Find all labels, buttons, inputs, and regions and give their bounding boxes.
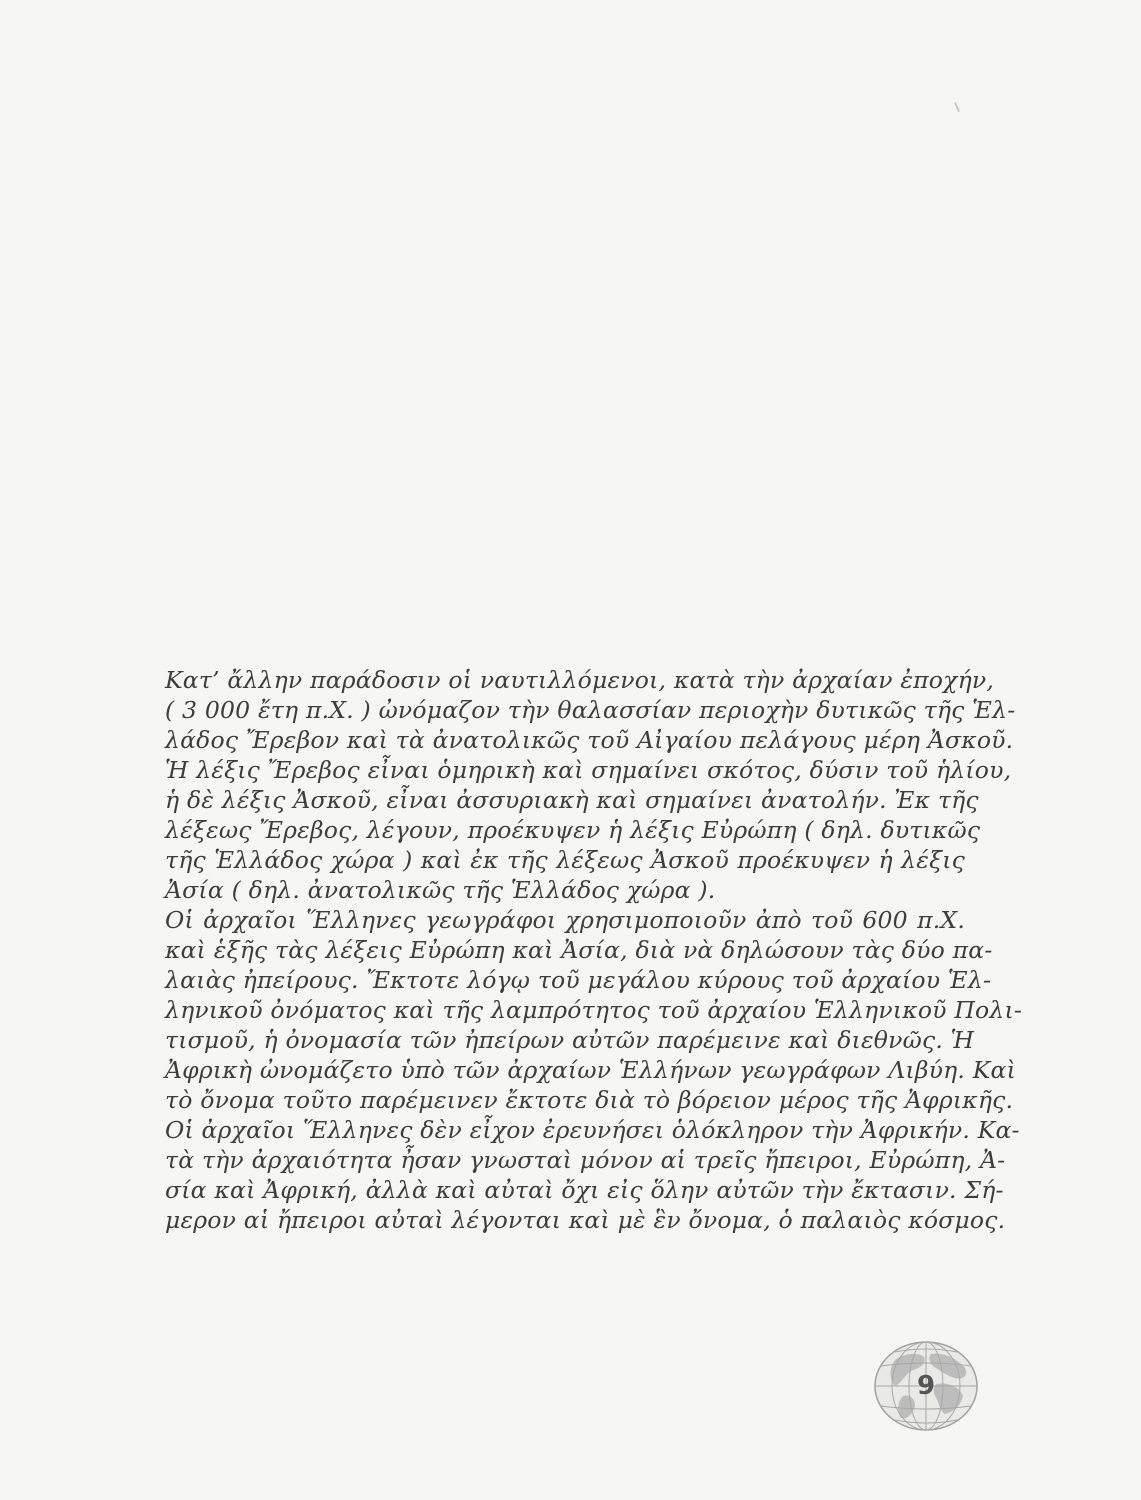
body-line: Ἀφρικὴ ὠνομάζετο ὑπὸ τῶν ἀρχαίων Ἑλλήνων γεωγράφων Λιβύη. Καὶ bbox=[165, 1056, 1016, 1084]
body-line: Ἡ λέξις Ἔρεβος εἶναι ὁμηρικὴ καὶ σημαίνει σκότος, δύσιν τοῦ ἡλίου, bbox=[165, 756, 1012, 784]
body-line: καὶ ἑξῆς τὰς λέξεις Εὐρώπη καὶ Ἀσία, διὰ νὰ δηλώσουν τὰς δύο πα- bbox=[165, 936, 993, 964]
body-line: ἡ δὲ λέξις Ἀσκοῦ, εἶναι ἀσσυριακὴ καὶ σημαίνει ἀνατολήν. Ἐκ τῆς bbox=[165, 786, 979, 814]
body-line: ληνικοῦ ὀνόματος καὶ τῆς λαμπρότητος τοῦ ἀρχαίου Ἑλληνικοῦ Πολι- bbox=[165, 996, 1023, 1024]
body-line: Κατ’ ἄλλην παράδοσιν οἱ ναυτιλλόμενοι, κατὰ τὴν ἀρχαίαν ἐποχήν, bbox=[165, 666, 995, 694]
body-line: τὸ ὄνομα τοῦτο παρέμεινεν ἔκτοτε διὰ τὸ βόρειον μέρος τῆς Ἀφρικῆς. bbox=[165, 1086, 1014, 1114]
body-line: λέξεως Ἔρεβος, λέγουν, προέκυψεν ἡ λέξις Εὐρώπη ( δηλ. δυτικῶς bbox=[165, 816, 981, 844]
body-line: Οἱ ἀρχαῖοι Ἕλληνες δὲν εἶχον ἐρευνήσει ὁλόκληρον τὴν Ἀφρικήν. Κα- bbox=[165, 1116, 1020, 1144]
body-line: μερον αἱ ἤπειροι αὐταὶ λέγονται καὶ μὲ ἓν ὄνομα, ὁ παλαιὸς κόσμος. bbox=[165, 1206, 1006, 1234]
body-line: τὰ τὴν ἀρχαιότητα ἦσαν γνωσταὶ μόνον αἱ τρεῖς ἤπειροι, Εὐρώπη, Ἀ- bbox=[165, 1146, 1006, 1174]
page-number-badge bbox=[873, 1340, 979, 1432]
body-line: ( 3 000 ἔτη π.Χ. ) ὠνόμαζον τὴν θαλασσίαν περιοχὴν δυτικῶς τῆς Ἑλ- bbox=[165, 696, 1016, 724]
body-text bbox=[165, 665, 1023, 1235]
body-line: λάδος Ἔρεβον καὶ τὰ ἀνατολικῶς τοῦ Αἰγαίου πελάγους μέρη Ἀσκοῦ. bbox=[165, 726, 1014, 754]
body-line: τισμοῦ, ἡ ὀνομασία τῶν ἠπείρων αὐτῶν παρέμεινε καὶ διεθνῶς. Ἡ bbox=[165, 1026, 975, 1054]
body-line: Οἱ ἀρχαῖοι Ἕλληνες γεωγράφοι χρησιμοποιοῦν ἀπὸ τοῦ 600 π.Χ. bbox=[165, 906, 965, 934]
body-line: Ἀσία ( δηλ. ἀνατολικῶς τῆς Ἑλλάδος χώρα ). bbox=[165, 876, 716, 904]
body-line: σία καὶ Ἀφρική, ἀλλὰ καὶ αὐταὶ ὄχι εἰς ὅλην αὐτῶν τὴν ἔκτασιν. Σή- bbox=[165, 1176, 1004, 1204]
scan-speck bbox=[954, 102, 960, 112]
body-line: τῆς Ἑλλάδος χώρα ) καὶ ἐκ τῆς λέξεως Ἀσκοῦ προέκυψεν ἡ λέξις bbox=[165, 846, 965, 874]
body-line: λαιὰς ἠπείρους. Ἔκτοτε λόγῳ τοῦ μεγάλου κύρους τοῦ ἀρχαίου Ἑλ- bbox=[165, 966, 992, 994]
page-number: 9 bbox=[916, 1371, 936, 1401]
